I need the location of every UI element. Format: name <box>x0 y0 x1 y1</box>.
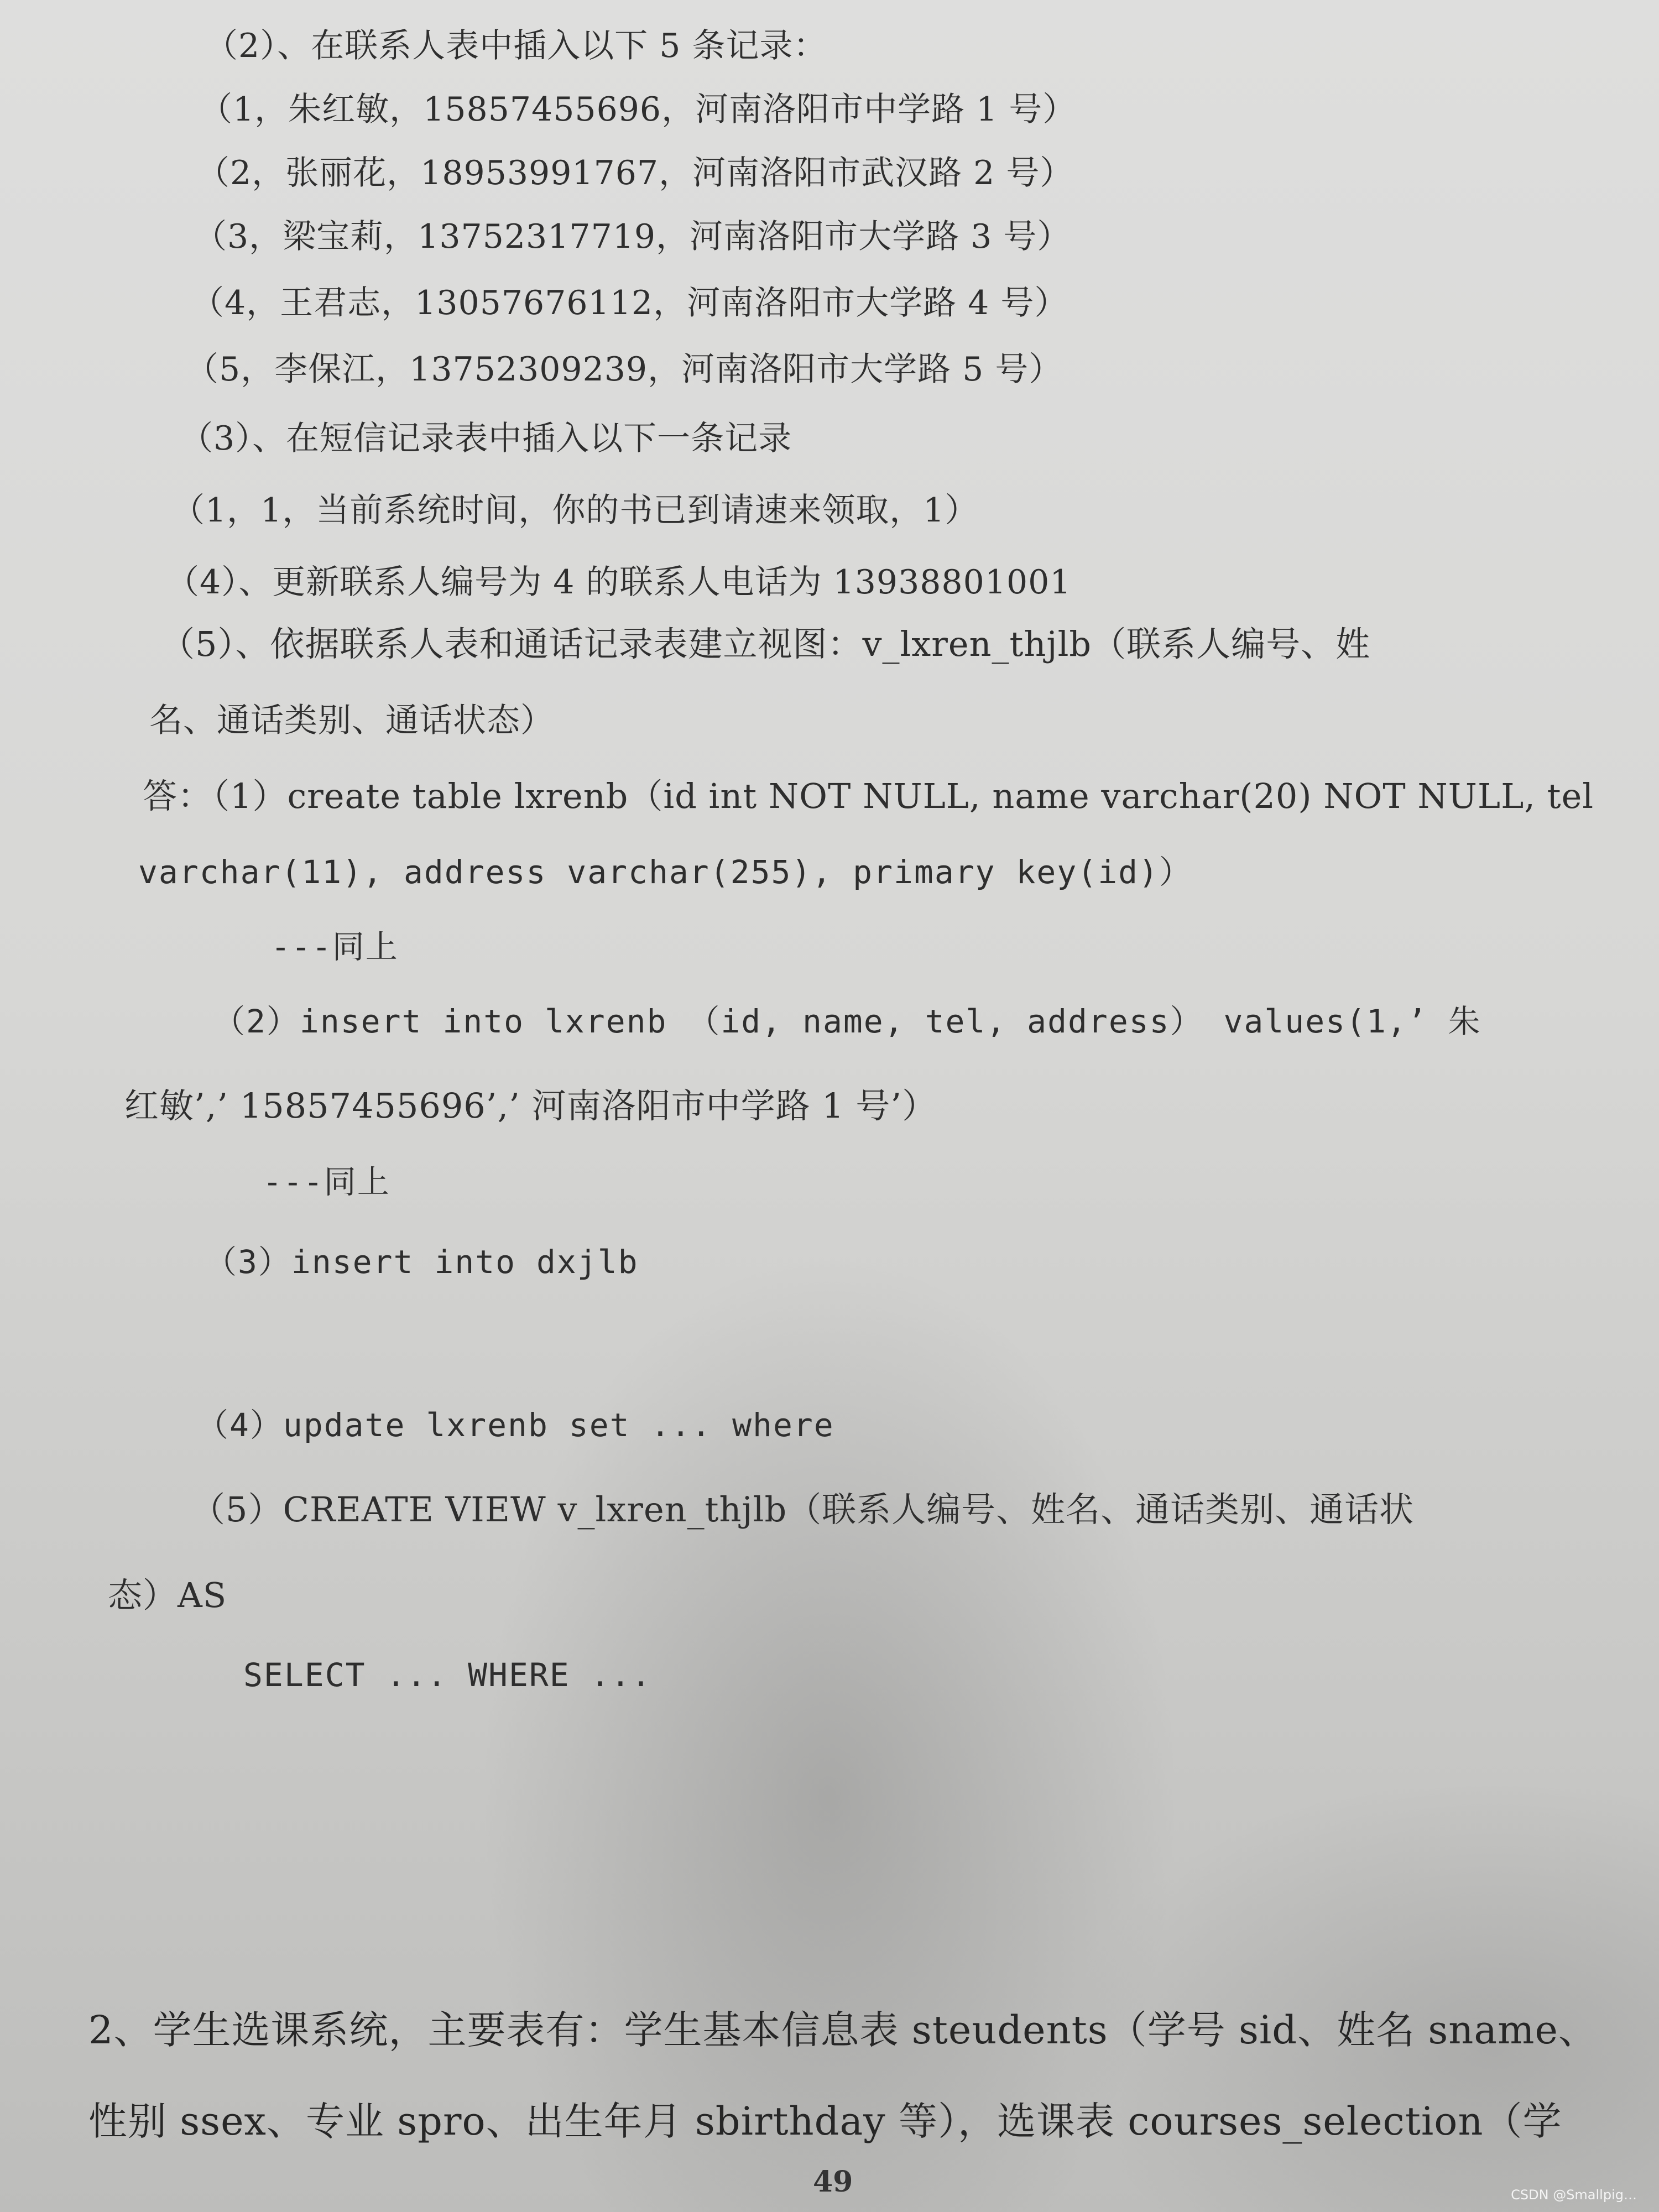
record-4: （4，王君志，13057676112，河南洛阳市大学路 4 号） <box>191 284 1068 322</box>
answer-2: （2）insert into lxrenb （id, name, tel, address） values(1,’ 朱 <box>213 1003 1481 1040</box>
question-2-students: 2、学生选课系统，主要表有：学生基本信息表 steudents（学号 sid、姓名 sname、 <box>88 2007 1598 2053</box>
record-3: （3，梁宝莉，13752317719，河南洛阳市大学路 3 号） <box>194 217 1071 256</box>
record-1: （1，朱红敏，15857455696，河南洛阳市中学路 1 号） <box>199 90 1077 129</box>
answer-1-cont: varchar(11), address varchar(255), primary key(id)） <box>138 853 1192 891</box>
sms-record: （1，1，当前系统时间，你的书已到请速来领取，1） <box>171 491 979 530</box>
question-3-heading: （3）、在短信记录表中插入以下一条记录 <box>180 419 792 458</box>
watermark: CSDN @Smallpig… <box>1511 2187 1637 2203</box>
same-as-above-1: ---同上 <box>271 928 399 966</box>
answer-4: （4）update lxrenb set ... where <box>196 1406 834 1444</box>
question-2-students-cont: 性别 ssex、专业 spro、出生年月 sbirthday 等），选课表 courses_selection（学 <box>88 2099 1562 2144</box>
question-5-heading: （5）、依据联系人表和通话记录表建立视图：v_lxren_thjlb（联系人编号、姓 <box>160 624 1371 664</box>
question-2-heading: （2）、在联系人表中插入以下 5 条记录： <box>205 27 827 65</box>
answer-1: 答：（1）create table lxrenb（id int NOT NULL, name varchar(20) NOT NULL, tel <box>143 776 1594 816</box>
question-5-heading-cont: 名、通话类别、通话状态） <box>149 701 554 740</box>
answer-5-cont: 态）AS <box>108 1575 227 1615</box>
page-number: 49 <box>813 2165 853 2199</box>
question-4-heading: （4）、更新联系人编号为 4 的联系人电话为 13938801001 <box>166 563 1072 602</box>
answer-5: （5）CREATE VIEW v_lxren_thjlb（联系人编号、姓名、通话类别、通话状 <box>191 1489 1415 1530</box>
same-as-above-2: ---同上 <box>263 1163 390 1201</box>
answer-2-cont: 红敏’,’ 15857455696’,’ 河南洛阳市中学路 1 号’） <box>124 1086 937 1126</box>
answer-5-select: SELECT ... WHERE ... <box>243 1656 652 1694</box>
answer-3: （3）insert into dxjlb <box>205 1243 639 1281</box>
record-5: （5，李保江，13752309239，河南洛阳市大学路 5 号） <box>185 350 1063 389</box>
record-2: （2，张丽花，18953991767，河南洛阳市武汉路 2 号） <box>196 154 1074 192</box>
